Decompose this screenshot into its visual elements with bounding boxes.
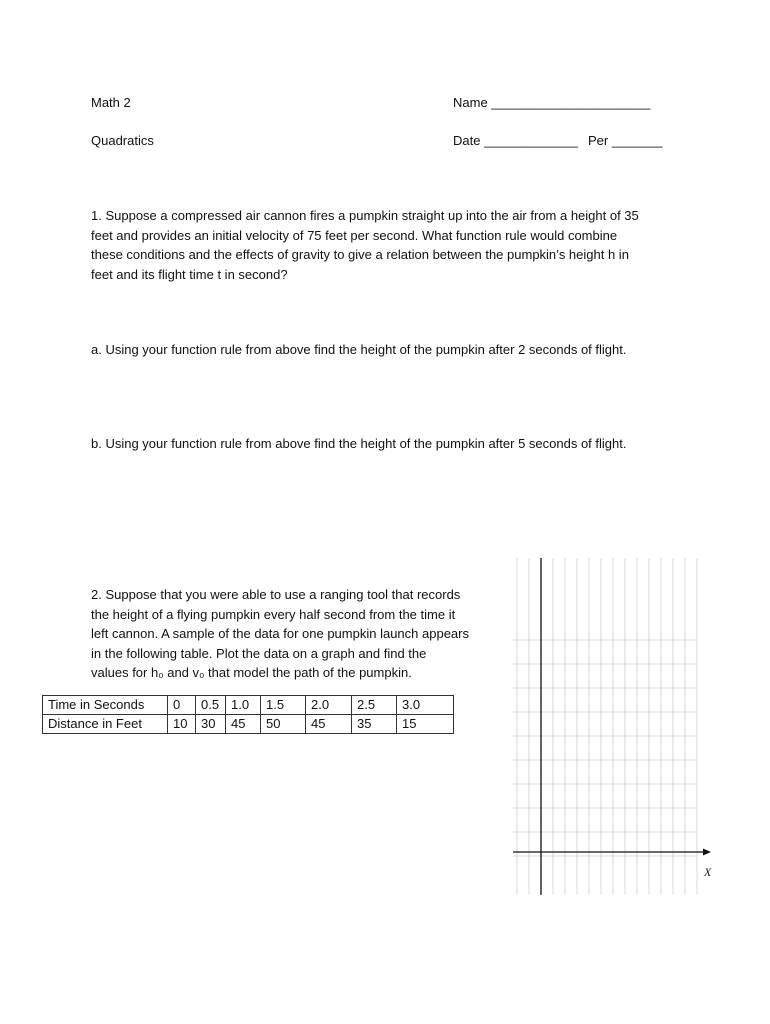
row-label: Distance in Feet — [43, 715, 168, 734]
question-1b: b. Using your function rule from above find the height of the pumpkin after 5 seconds of flight. — [91, 436, 627, 451]
question-2-line: 2. Suppose that you were able to use a ranging tool that records — [91, 587, 461, 602]
question-1 — [91, 206, 639, 284]
table-row — [43, 696, 454, 715]
date-field[interactable]: Date _____________ — [453, 133, 579, 148]
table-cell: 2.0 — [306, 696, 352, 715]
table-cell: 35 — [352, 715, 397, 734]
name-field[interactable]: Name ______________________ — [453, 95, 651, 110]
table-cell: 2.5 — [352, 696, 397, 715]
table-cell: 3.0 — [397, 696, 454, 715]
course-label: Math 2 — [91, 95, 131, 110]
question-2-line: values for h₀ and v₀ that model the path of the pumpkin. — [91, 665, 412, 680]
question-1-line: these conditions and the effects of gravity to give a relation between the pumpkin’s height h in — [91, 247, 629, 262]
table-cell: 1.5 — [261, 696, 306, 715]
table-row — [43, 715, 454, 734]
table-cell: 0 — [168, 696, 196, 715]
question-2-line: left cannon. A sample of the data for one pumpkin launch appears — [91, 626, 469, 641]
table-cell: 45 — [306, 715, 352, 734]
table-cell: 10 — [168, 715, 196, 734]
table-cell: 45 — [226, 715, 261, 734]
topic-label: Quadratics — [91, 133, 154, 148]
question-2-line: in the following table. Plot the data on a graph and find the — [91, 645, 427, 661]
question-2-line: the height of a flying pumpkin every half second from the time it — [91, 606, 456, 622]
table-cell: 50 — [261, 715, 306, 734]
table-cell: 1.0 — [226, 696, 261, 715]
row-label: Time in Seconds — [43, 696, 168, 715]
table-cell: 30 — [196, 715, 226, 734]
table-cell: 0.5 — [196, 696, 226, 715]
x-axis-arrow-icon — [703, 849, 711, 856]
data-table — [42, 695, 454, 734]
period-field[interactable]: Per _______ — [588, 133, 663, 148]
x-axis-label: X — [704, 865, 712, 879]
table-cell: 15 — [397, 715, 454, 734]
question-1-line: feet and provides an initial velocity of 75 feet per second. What function rule would combine — [91, 227, 618, 243]
question-1-line: feet and its flight time t in second? — [91, 266, 288, 282]
question-1-line: 1. Suppose a compressed air cannon fires a pumpkin straight up into the air from a height of 35 — [91, 208, 639, 223]
question-1a: a. Using your function rule from above find the height of the pumpkin after 2 seconds of flight. — [91, 342, 627, 357]
question-2 — [91, 585, 469, 683]
graph-grid[interactable] — [510, 555, 720, 900]
